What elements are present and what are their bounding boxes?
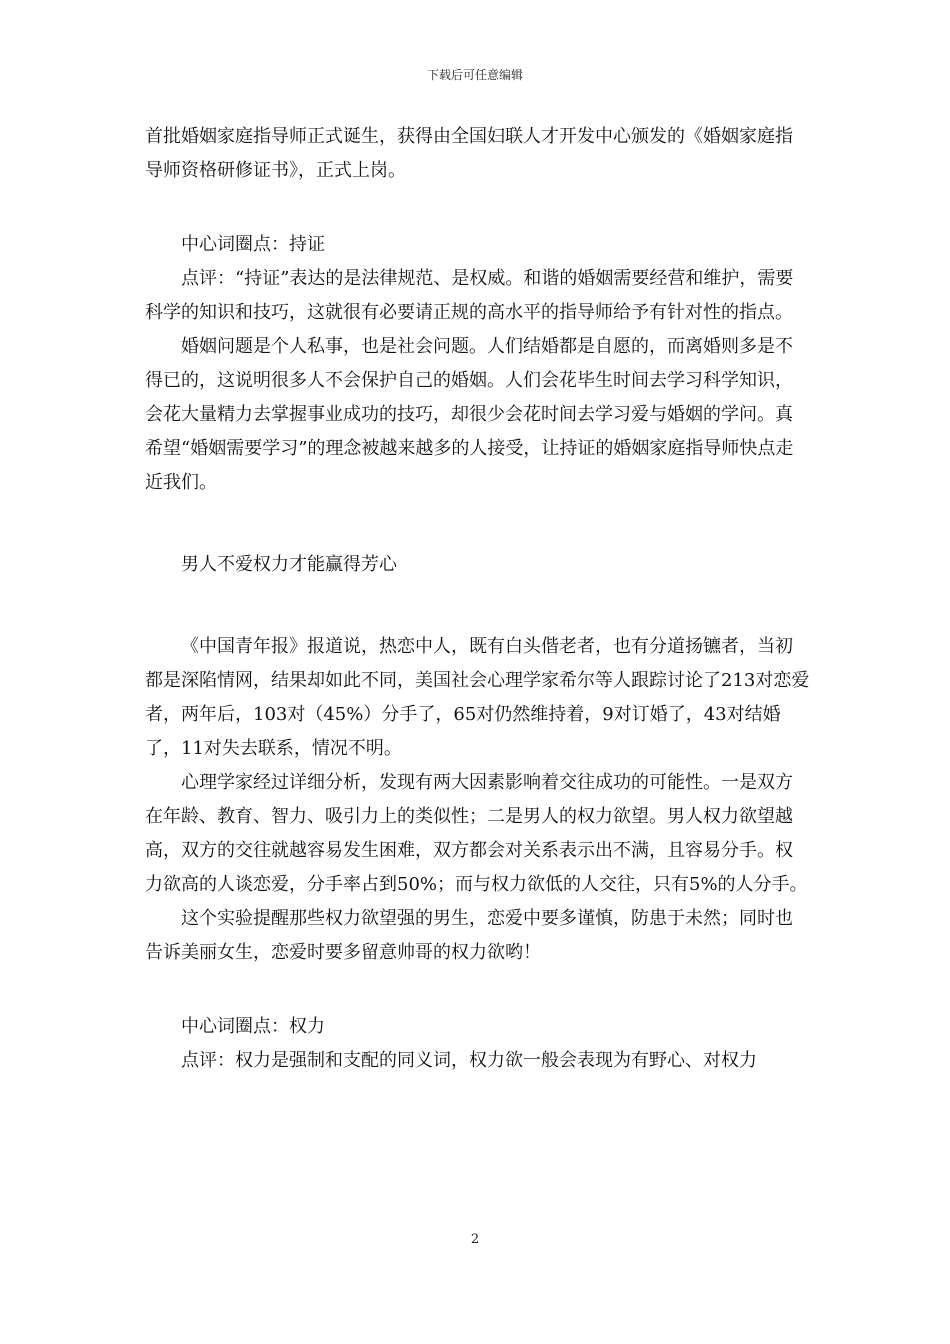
- comment-paragraph-1: 点评：“持证”表达的是法律规范、是权威。和谐的婚姻需要经营和维护，需要科学的知识和技巧，这就很有必要请正规的高水平的指导师给予有针对性的指点。: [145, 268, 794, 323]
- keyword-heading-2: 中心词圈点：权力: [181, 1016, 325, 1037]
- comment-paragraph-2: 点评：权力是强制和支配的同义词，权力欲一般会表现为有野心、对权力: [181, 1050, 757, 1071]
- page-number: 2: [470, 1232, 480, 1247]
- paragraph-report: 《中国青年报》报道说，热恋中人，既有白头偕老者，也有分道扬镳者，当初都是深陷情网，结果却如此不同，美国社会心理学家希尔等人跟踪讨论了213对恋爱者，两年后，103对（45%）分手了，65对仍然维持着，9对订婚了，43对结婚了，11对失去联系，情况不明。: [145, 636, 810, 759]
- paragraph-reminder: 这个实验提醒那些权力欲望强的男生，恋爱中要多谨慎，防患于未然；同时也告诉美丽女生，恋爱时要多留意帅哥的权力欲哟！: [145, 908, 793, 963]
- document-body: [145, 120, 810, 1078]
- keyword-heading-1: 中心词圈点：持证: [181, 234, 325, 255]
- paragraph-intro: 首批婚姻家庭指导师正式诞生，获得由全国妇联人才开发中心颁发的《婚姻家庭指导师资格研修证书》，正式上岗。: [145, 126, 793, 181]
- section-title: 男人不爱权力才能赢得芳心: [181, 554, 397, 575]
- page-header: 下载后可任意编辑: [426, 68, 523, 82]
- paragraph-analysis: 心理学家经过详细分析，发现有两大因素影响着交往成功的可能性。一是双方在年龄、教育、智力、吸引力上的类似性；二是男人的权力欲望。男人权力欲望越高，双方的交往就越容易发生困难，双方都会对关系表示出不满，且容易分手。权力欲高的人谈恋爱，分手率占到50%；而与权力欲低的人交往，只有5%的人分手。: [145, 772, 808, 895]
- paragraph-marriage-issue: 婚姻问题是个人私事，也是社会问题。人们结婚都是自愿的，而离婚则多是不得已的，这说明很多人不会保护自己的婚姻。人们会花毕生时间去学习科学知识，会花大量精力去掌握事业成功的技巧，却很少会花时间去学习爱与婚姻的学问。真希望“婚姻需要学习”的理念被越来越多的人接受，让持证的婚姻家庭指导师快点走近我们。: [145, 336, 794, 493]
